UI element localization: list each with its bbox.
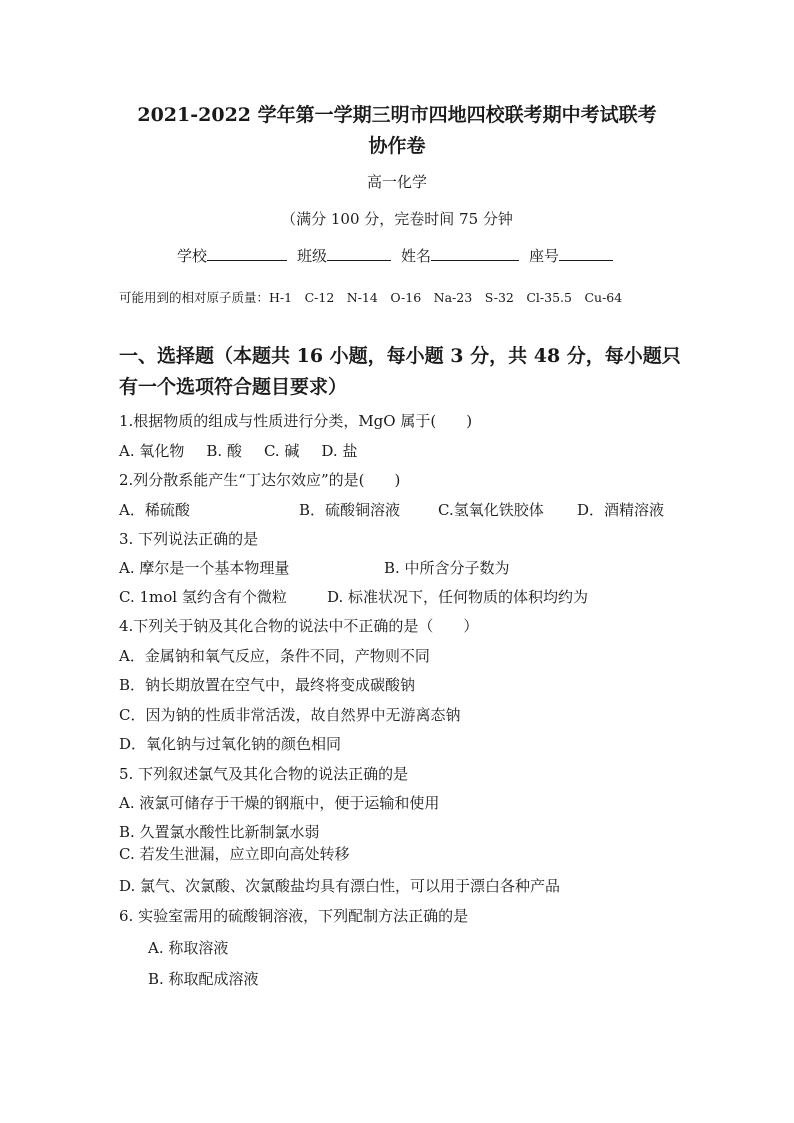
option-c: C. 碱 xyxy=(263,442,300,460)
student-info-fields xyxy=(177,245,613,266)
question-2-option-c: C.氢氧化铁胶体 xyxy=(438,501,544,519)
question-4-option-c: C．因为钠的性质非常活泼，故自然界中无游离态钠 xyxy=(119,706,461,724)
name-blank xyxy=(431,246,519,261)
exam-title-line1: 2021-2022 学年第一学期三明市四地四校联考期中考试联考 xyxy=(137,104,657,126)
question-5-stem: 5. 下列叙述氯气及其化合物的说法正确的是 xyxy=(119,765,409,783)
school-blank xyxy=(207,246,287,261)
question-3-option-d: D. 标准状况下，任何物质的体积均约为 xyxy=(327,588,589,606)
question-2-option-b: B．硫酸铜溶液 xyxy=(299,501,401,519)
option-b: B. 酸 xyxy=(206,442,242,460)
question-4-option-a: A．金属钠和氧气反应，条件不同，产物则不同 xyxy=(119,647,430,665)
question-5-option-a: A. 液氯可储存于干燥的钢瓶中，便于运输和使用 xyxy=(119,794,440,812)
exam-subject: 高一化学 xyxy=(366,173,427,191)
seat-blank xyxy=(559,246,613,261)
section-heading-line2: 有一个选项符合题目要求） xyxy=(119,376,348,398)
question-2-option-d: D．酒精溶液 xyxy=(577,501,665,519)
option-a: A. 氧化物 xyxy=(119,442,185,460)
section-heading-line1: 一、选择题（本题共 16 小题，每小题 3 分，共 48 分，每小题只 xyxy=(119,345,681,367)
question-6-stem: 6. 实验室需用的硫酸铜溶液，下列配制方法正确的是 xyxy=(119,907,469,925)
question-4-stem: 4.下列关于钠及其化合物的说法中不正确的是（ ） xyxy=(119,617,479,635)
option-d: D. 盐 xyxy=(321,442,358,460)
question-4-option-b: B．钠长期放置在空气中，最终将变成碳酸钠 xyxy=(119,676,416,694)
atomic-masses: 可能用到的相对原子质量：H-1 C-12 N-14 O-16 Na-23 S-32 Cl-35.5 Cu-64 xyxy=(119,290,623,305)
question-6-option-a: A. 称取溶液 xyxy=(148,939,229,957)
exam-info: （满分 100 分，完卷时间 75 分钟 xyxy=(281,210,513,228)
question-3-option-c: C. 1mol 氢约含有个微粒 xyxy=(119,588,287,606)
question-1-options xyxy=(119,440,357,461)
question-4-option-d: D．氧化钠与过氧化钠的颜色相同 xyxy=(119,735,342,753)
seat-label: 座号 xyxy=(529,247,560,265)
question-2-stem: 2.列分散系能产生“丁达尔效应”的是( ) xyxy=(119,471,401,489)
question-2-option-a: A．稀硫酸 xyxy=(119,501,190,519)
school-label: 学校 xyxy=(177,247,208,265)
question-3-stem: 3. 下列说法正确的是 xyxy=(119,530,259,548)
question-5-option-b: B. 久置氯水酸性比新制氯水弱 xyxy=(119,823,320,841)
question-5-option-c: C. 若发生泄漏，应立即向高处转移 xyxy=(119,845,350,863)
question-3-option-b: B. 中所含分子数为 xyxy=(384,559,510,577)
class-label: 班级 xyxy=(297,247,328,265)
question-5-option-d: D. 氯气、次氯酸、次氯酸盐均具有漂白性，可以用于漂白各种产品 xyxy=(119,877,561,895)
class-blank xyxy=(327,246,391,261)
question-6-option-b: B. 称取配成溶液 xyxy=(148,970,259,988)
question-1-stem: 1.根据物质的组成与性质进行分类，MgO 属于( ) xyxy=(119,412,473,430)
name-label: 姓名 xyxy=(401,247,432,265)
question-3-option-a: A. 摩尔是一个基本物理量 xyxy=(119,559,290,577)
exam-title-line2: 协作卷 xyxy=(368,135,426,157)
